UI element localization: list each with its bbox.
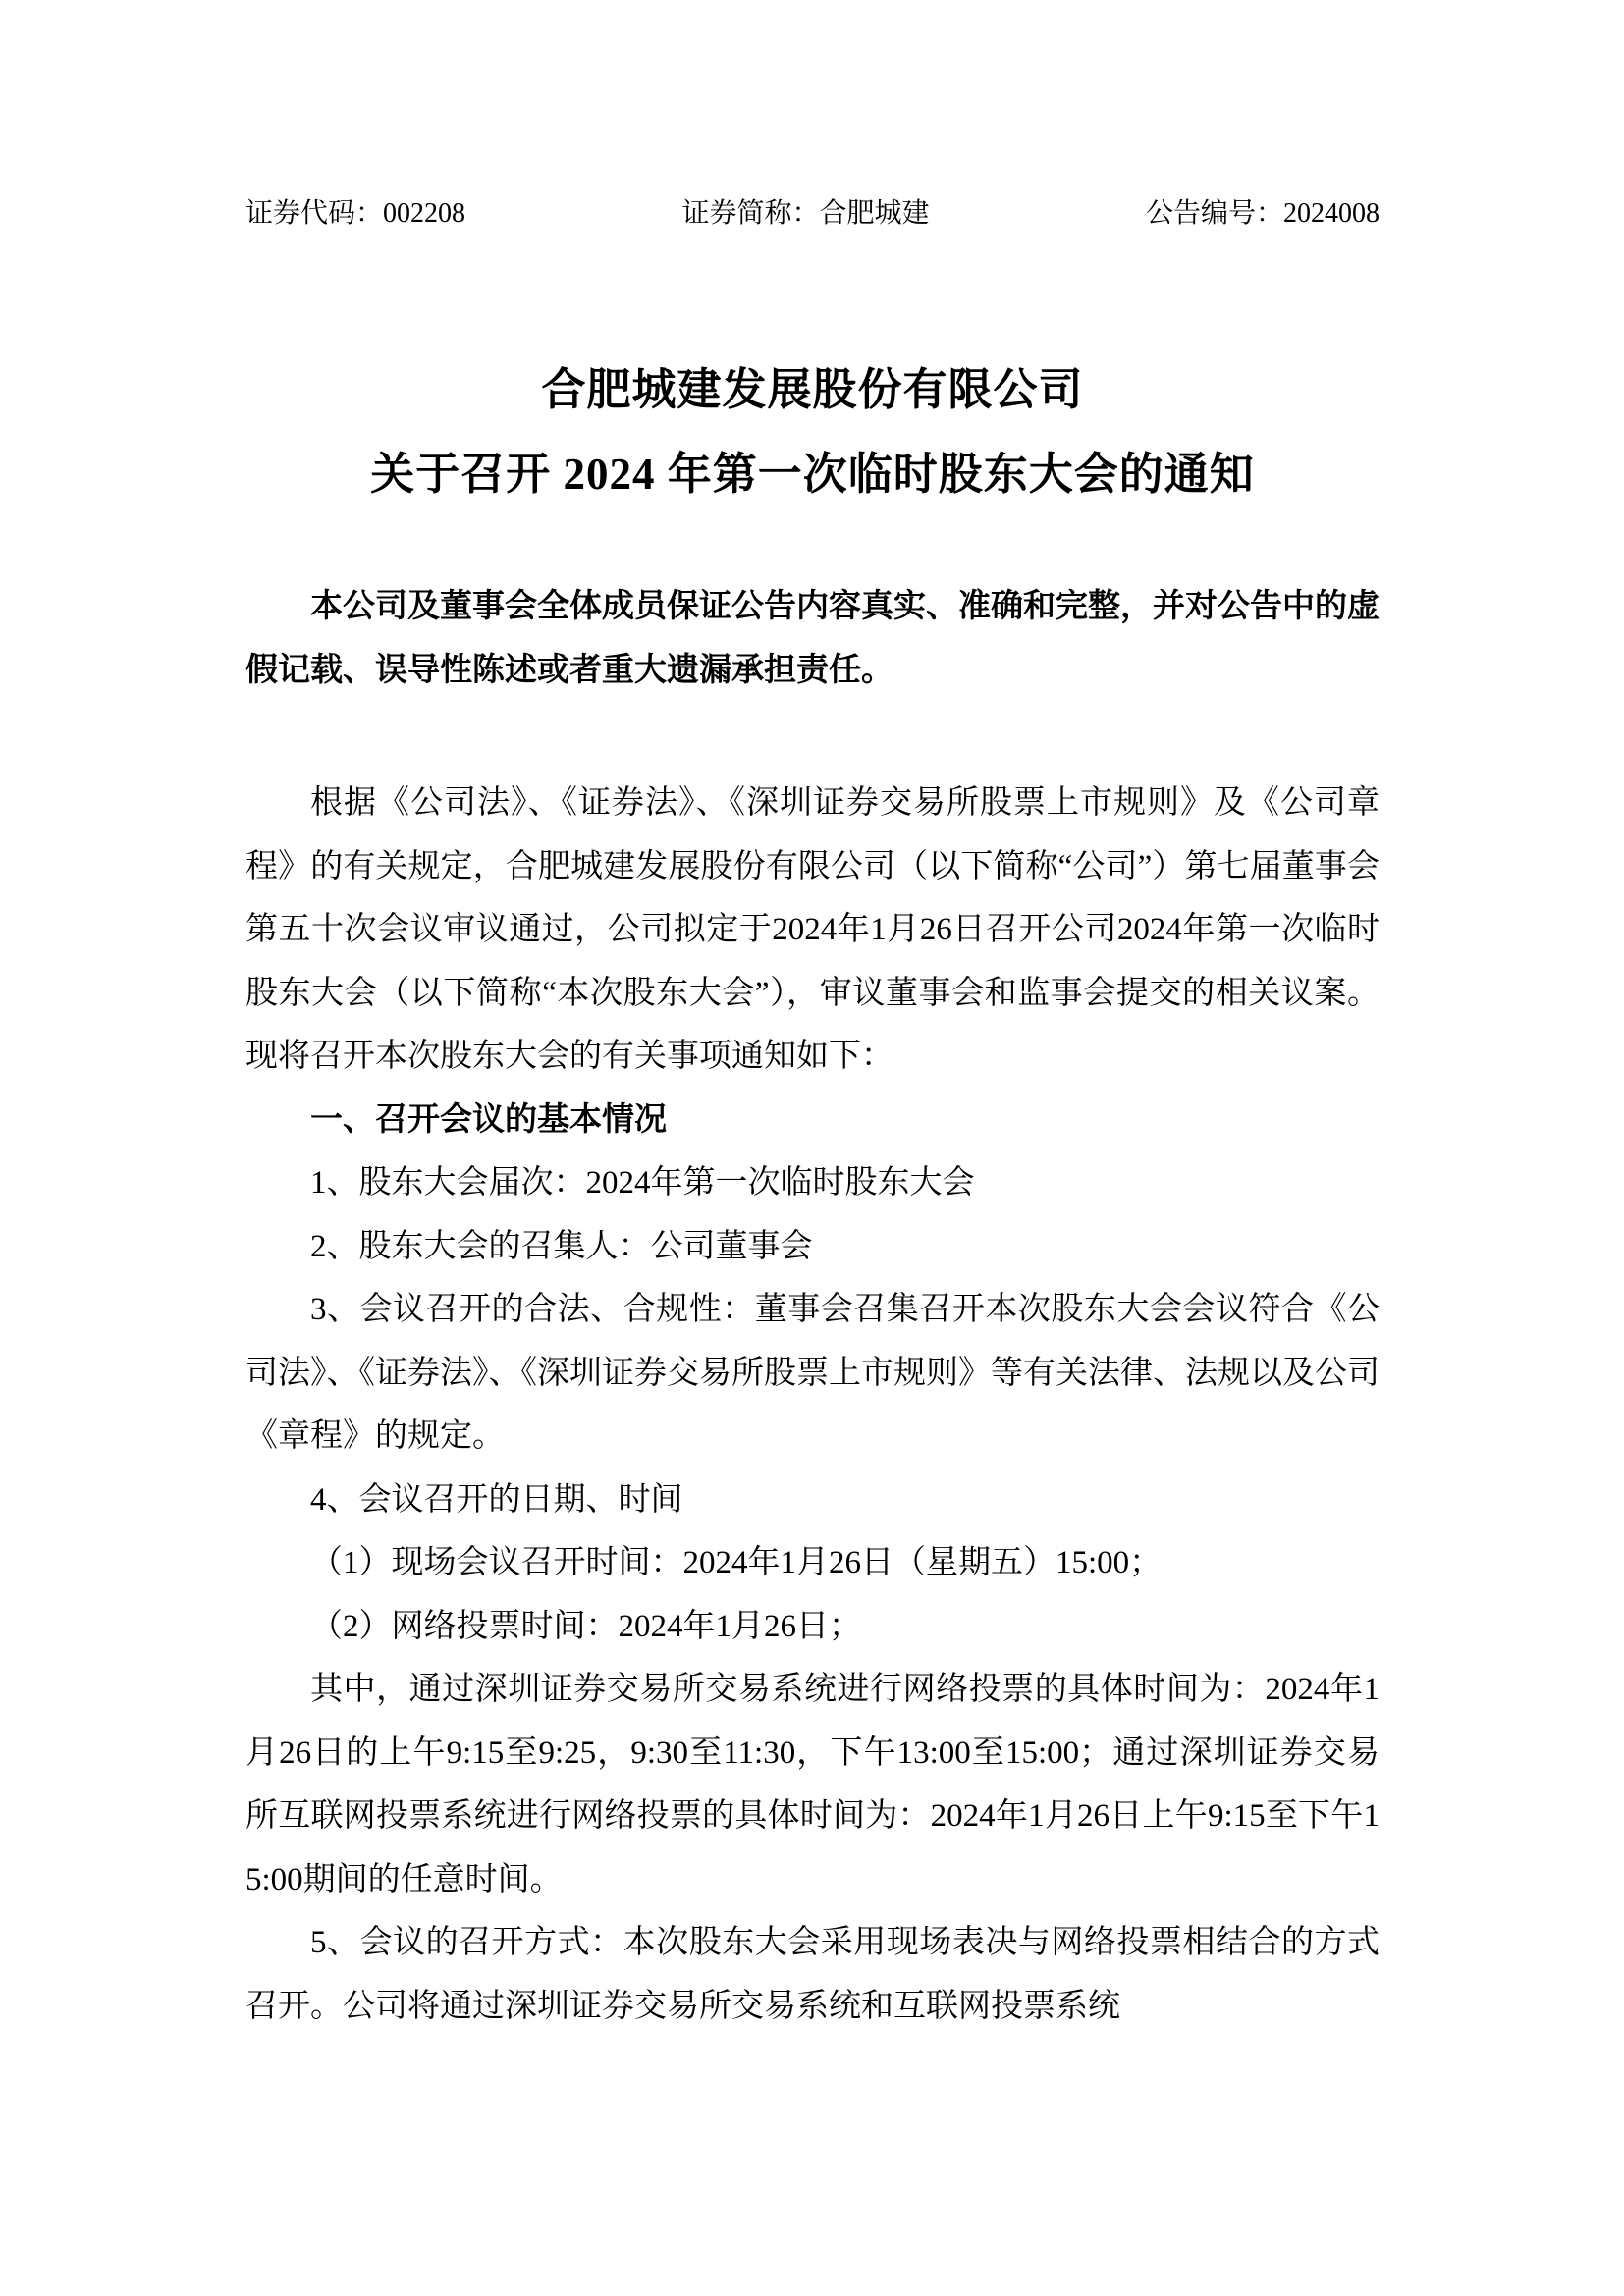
section-heading-basic-info: 一、召开会议的基本情况 xyxy=(310,1101,667,1138)
item-meeting-method: 5、会议的召开方式：本次股东大会采用现场表决与网络投票相结合的方式召开。公司将通过深圳证券交易所交易系统和互联网投票系统 xyxy=(245,1925,1380,2024)
announcement-number: 公告编号：2024008 xyxy=(1145,198,1380,229)
stock-code: 证券代码：002208 xyxy=(245,198,466,229)
declaration-paragraph: 本公司及董事会全体成员保证公告内容真实、准确和完整，并对公告中的虚假记载、误导性陈述或者重大遗漏承担责任。 xyxy=(245,589,1380,688)
stock-short-name: 证券简称：合肥城建 xyxy=(681,198,930,229)
item-convener: 2、股东大会的召集人：公司董事会 xyxy=(310,1228,813,1264)
item-voting-time-detail: 其中，通过深圳证券交易所交易系统进行网络投票的具体时间为：2024年1月26日的上午9:15至9:25，9:30至11:30，下午13:00至15:00；通过深圳证券交易所互联网投票系统进行网络投票的具体时间为：2024年1月26日上午9:15至下午15:00期间的任意时间。 xyxy=(245,1672,1380,1897)
document-header xyxy=(245,199,1380,229)
item-meeting-session: 1、股东大会届次：2024年第一次临时股东大会 xyxy=(310,1165,975,1201)
item-online-voting-time: （2）网络投票时间：2024年1月26日； xyxy=(310,1608,861,1644)
notice-subtitle: 关于召开 2024 年第一次临时股东大会的通知 xyxy=(370,450,1255,499)
item-date-time: 4、会议召开的日期、时间 xyxy=(310,1481,683,1518)
document-content xyxy=(245,0,1380,2038)
company-title: 合肥城建发展股份有限公司 xyxy=(541,365,1084,414)
item-onsite-time: （1）现场会议召开时间：2024年1月26日（星期五）15:00； xyxy=(310,1545,1163,1580)
intro-paragraph: 根据《公司法》、《证券法》、《深圳证券交易所股票上市规则》及《公司章程》的有关规定，合肥城建发展股份有限公司（以下简称“公司”）第七届董事会第五十次会议审议通过，公司拟定于2024年1月26日召开公司2024年第一次临时股东大会（以下简称“本次股东大会”），审议董事会和监事会提交的相关议案。现将召开本次股东大会的有关事项通知如下： xyxy=(245,785,1380,1074)
item-legality: 3、会议召开的合法、合规性：董事会召集召开本次股东大会会议符合《公司法》、《证券法》、《深圳证券交易所股票上市规则》等有关法律、法规以及公司《章程》的规定。 xyxy=(245,1292,1380,1454)
